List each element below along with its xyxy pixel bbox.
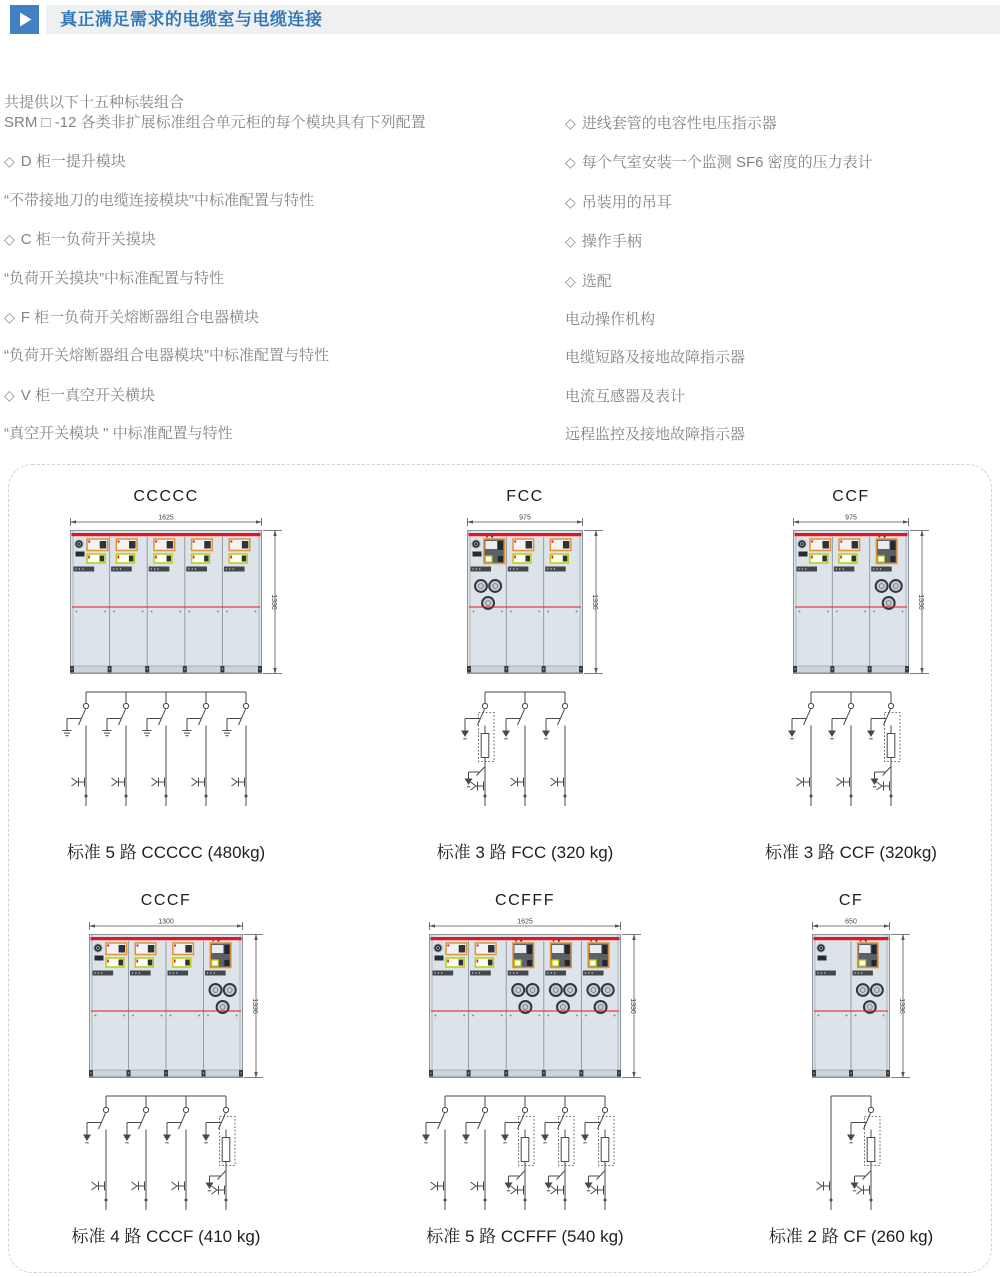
feature-text: 远程监控及接地故障指示器 xyxy=(565,426,746,444)
circuit-schematic xyxy=(61,686,271,818)
diagram-caption: 标准 4 路 CCCF (410 kg) xyxy=(71,1227,261,1246)
feature-item xyxy=(4,182,560,220)
cabinet-figure xyxy=(429,916,649,1084)
svg-text:975: 975 xyxy=(845,514,857,522)
svg-text:1336: 1336 xyxy=(591,594,598,610)
feature-text: 选配 xyxy=(581,272,612,290)
feature-text: F 柜一负荷开关熔断器组合电器横块 xyxy=(20,309,260,327)
cabinet-drawing xyxy=(89,916,271,1084)
svg-text:650: 650 xyxy=(845,918,857,926)
diamond-bullet-icon: ◇ xyxy=(565,193,576,210)
feature-list-left xyxy=(4,104,560,454)
play-arrow-icon xyxy=(10,5,39,34)
cabinet-title: CCFFF xyxy=(495,892,555,909)
feature-text: 每个气室安装一个监测 SF6 密度的压力表计 xyxy=(581,154,873,172)
cabinet-figure xyxy=(793,512,937,680)
diamond-bullet-icon: ◇ xyxy=(565,233,576,250)
diagram-caption: 标准 5 路 CCFFF (540 kg) xyxy=(426,1227,624,1246)
feature-item xyxy=(565,222,997,261)
cabinet-figure xyxy=(70,512,290,680)
schematic-figure xyxy=(61,686,271,818)
cabinet-title: CF xyxy=(838,892,864,909)
feature-item xyxy=(565,301,997,339)
svg-text:1625: 1625 xyxy=(517,918,533,926)
cabinet-figure xyxy=(467,512,611,680)
feature-item xyxy=(565,378,997,416)
feature-text: D 柜一提升模块 xyxy=(20,153,126,171)
feature-text: SRM □ -12 各类非扩展标准组合单元柜的每个模块具有下列配置 xyxy=(4,114,426,131)
diamond-bullet-icon: ◇ xyxy=(565,272,576,289)
cabinet-figure xyxy=(89,916,271,1084)
circuit-schematic xyxy=(786,686,916,818)
diamond-bullet-icon: ◇ xyxy=(4,386,15,403)
schematic-figure xyxy=(420,1090,630,1222)
diagram-caption: 标准 2 路 CF (260 kg) xyxy=(768,1227,934,1246)
svg-text:1336: 1336 xyxy=(270,594,277,610)
schematic-figure xyxy=(81,1090,251,1222)
cabinet-title: FCC xyxy=(506,488,544,505)
feature-item xyxy=(4,104,560,142)
circuit-schematic xyxy=(460,686,590,818)
circuit-schematic xyxy=(420,1090,630,1222)
cabinet-drawing xyxy=(812,916,918,1084)
feature-text: “不带接地刀的电缆连接模块”中标准配置与特性 xyxy=(4,191,314,209)
feature-item xyxy=(565,143,997,182)
svg-text:1336: 1336 xyxy=(898,998,905,1014)
feature-text: 电动操作机构 xyxy=(565,311,656,329)
feature-text: V 柜一真空开关横块 xyxy=(20,386,155,404)
cabinet-drawing xyxy=(70,512,290,680)
feature-item xyxy=(4,260,560,298)
svg-text:1336: 1336 xyxy=(629,998,636,1014)
feature-text: 电缆短路及接地故障指示器 xyxy=(565,349,746,367)
diamond-bullet-icon: ◇ xyxy=(4,309,15,326)
feature-text: 操作手柄 xyxy=(581,233,642,251)
feature-text: “负荷开关摸块”中标准配置与特性 xyxy=(4,269,224,287)
cabinet-drawing xyxy=(429,916,649,1084)
cabinet-title: CCCCC xyxy=(133,488,199,505)
feature-text: 吊装用的吊耳 xyxy=(581,193,672,211)
svg-text:1300: 1300 xyxy=(158,918,174,926)
feature-item xyxy=(4,337,560,375)
diamond-bullet-icon: ◇ xyxy=(4,153,15,170)
feature-text: 电流互感器及表计 xyxy=(565,387,686,405)
feature-item xyxy=(4,142,560,181)
feature-item xyxy=(4,415,560,453)
feature-text: C 柜一负荷开关摸块 xyxy=(20,231,156,249)
svg-text:1336: 1336 xyxy=(251,998,258,1014)
page-title: 真正满足需求的电缆室与电缆连接 xyxy=(60,10,323,29)
schematic-figure xyxy=(786,686,916,818)
feature-text: “负荷开关熔断器组合电器模块”中标准配置与特性 xyxy=(4,347,329,365)
feature-item xyxy=(565,104,997,143)
feature-list-right xyxy=(565,104,997,455)
diagram-caption: 标准 3 路 CCF (320kg) xyxy=(765,843,937,862)
feature-item xyxy=(565,339,997,377)
svg-text:1336: 1336 xyxy=(917,594,924,610)
feature-item xyxy=(4,376,560,415)
cabinet-title: CCF xyxy=(832,488,870,505)
diamond-bullet-icon: ◇ xyxy=(4,231,15,248)
circuit-schematic xyxy=(81,1090,251,1222)
feature-item xyxy=(565,183,997,222)
circuit-schematic xyxy=(806,1090,896,1222)
feature-item xyxy=(565,416,997,454)
svg-text:1625: 1625 xyxy=(158,514,174,522)
feature-item xyxy=(4,298,560,337)
schematic-figure xyxy=(460,686,590,818)
schematic-figure xyxy=(806,1090,896,1222)
intro-text: 共提供以下十五种标装组合 xyxy=(4,94,185,111)
feature-text: “真空开关模块 " 中标准配置与特性 xyxy=(4,425,233,443)
cabinet-drawing xyxy=(793,512,937,680)
feature-item xyxy=(4,220,560,259)
cabinet-figure xyxy=(812,916,918,1084)
diamond-bullet-icon: ◇ xyxy=(565,115,576,131)
cabinet-drawing xyxy=(467,512,611,680)
feature-text: 进线套管的电容性电压指示器 xyxy=(581,115,777,132)
svg-text:975: 975 xyxy=(519,514,531,522)
diagram-caption: 标准 3 路 FCC (320 kg) xyxy=(436,843,614,862)
diagram-caption: 标准 5 路 CCCCC (480kg) xyxy=(66,843,266,862)
cabinet-title: CCCF xyxy=(140,892,192,909)
diamond-bullet-icon: ◇ xyxy=(565,154,576,171)
feature-item xyxy=(565,262,997,301)
